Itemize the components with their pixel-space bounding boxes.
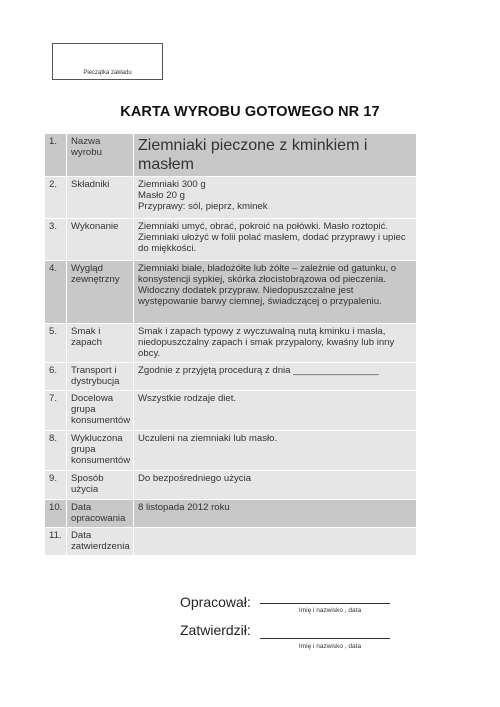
product-name: Ziemniaki pieczone z kminkiem i masłem — [134, 134, 417, 177]
table-row — [45, 471, 417, 500]
row-label: Sposób użycia — [67, 471, 134, 500]
table-row — [45, 500, 417, 528]
row-value: Ziemniaki umyć, obrać, pokroić na połówki. Masło roztopić. Ziemniaki ułożyć w folii polać masłem, dodać przyprawy i upiec do miękkości. — [134, 219, 417, 261]
row-number: 5. — [45, 324, 67, 363]
row-label: Nazwa wyrobu — [67, 134, 134, 177]
table-row — [45, 134, 417, 177]
row-label: Transport i dystrybucja — [67, 363, 134, 391]
row-value: Smak i zapach typowy z wyczuwalną nutą kminku i masła, niedopuszczalny zapach i smak przypalony, kwaśny lub inny obcy. — [134, 324, 417, 363]
row-label: Wykluczona grupa konsumentów — [67, 431, 134, 471]
row-number: 11. — [45, 528, 67, 556]
row-label: Składniki — [67, 177, 134, 219]
row-label: Data zatwierdzenia — [67, 528, 134, 556]
row-label: Docelowa grupa konsumentów — [67, 391, 134, 431]
row-label: Wygląd zewnętrzny — [67, 261, 134, 324]
row-label: Smak i zapach — [67, 324, 134, 363]
row-number: 8. — [45, 431, 67, 471]
table-row — [45, 177, 417, 219]
approved-by-caption: Imię i nazwisko , data — [298, 643, 362, 650]
row-number: 7. — [45, 391, 67, 431]
table-row — [45, 261, 417, 324]
product-card-table — [44, 133, 417, 556]
row-value: 8 listopada 2012 roku — [134, 500, 417, 528]
document-title: KARTA WYROBU GOTOWEGO NR 17 — [120, 104, 380, 120]
approved-by-label: Zatwierdził: — [180, 622, 251, 638]
table-row — [45, 528, 417, 556]
prepared-by-label: Opracował: — [180, 594, 251, 610]
row-number: 9. — [45, 471, 67, 500]
prepared-by-caption: Imię i nazwisko , data — [298, 607, 362, 614]
row-value: Zgodnie z przyjętą procedurą z dnia ________________ — [134, 363, 417, 391]
row-number: 4. — [45, 261, 67, 324]
prepared-by-signature-line — [260, 603, 390, 604]
stamp-label: Pieczątka zakładu — [83, 70, 132, 76]
row-value: Ziemniaki 300 g Masło 20 g Przyprawy: sól, pieprz, kminek — [134, 177, 417, 219]
table-row — [45, 324, 417, 363]
table-row — [45, 431, 417, 471]
row-number: 10. — [45, 500, 67, 528]
row-value: Wszystkie rodzaje diet. — [134, 391, 417, 431]
row-number: 3. — [45, 219, 67, 261]
table-row — [45, 363, 417, 391]
row-value: Uczuleni na ziemniaki lub masło. — [134, 431, 417, 471]
row-label: Wykonanie — [67, 219, 134, 261]
row-value: Do bezpośredniego użycia — [134, 471, 417, 500]
table-row — [45, 391, 417, 431]
company-stamp-box — [52, 43, 163, 80]
row-number: 2. — [45, 177, 67, 219]
row-number: 6. — [45, 363, 67, 391]
row-value — [134, 528, 417, 556]
approved-by-signature-line — [260, 638, 390, 639]
row-value: Ziemniaki białe, bladożółte lub żółte – zależnie od gatunku, o konsystencji sypkiej, skórka złocistobrązowa od pieczenia. Widoczny dodatek przypraw. Niedopuszczalne jest występowanie barwy ciemnej, świadczącej o przypaleniu. — [134, 261, 417, 324]
table-row — [45, 219, 417, 261]
row-number: 1. — [45, 134, 67, 177]
row-label: Data opracowania — [67, 500, 134, 528]
